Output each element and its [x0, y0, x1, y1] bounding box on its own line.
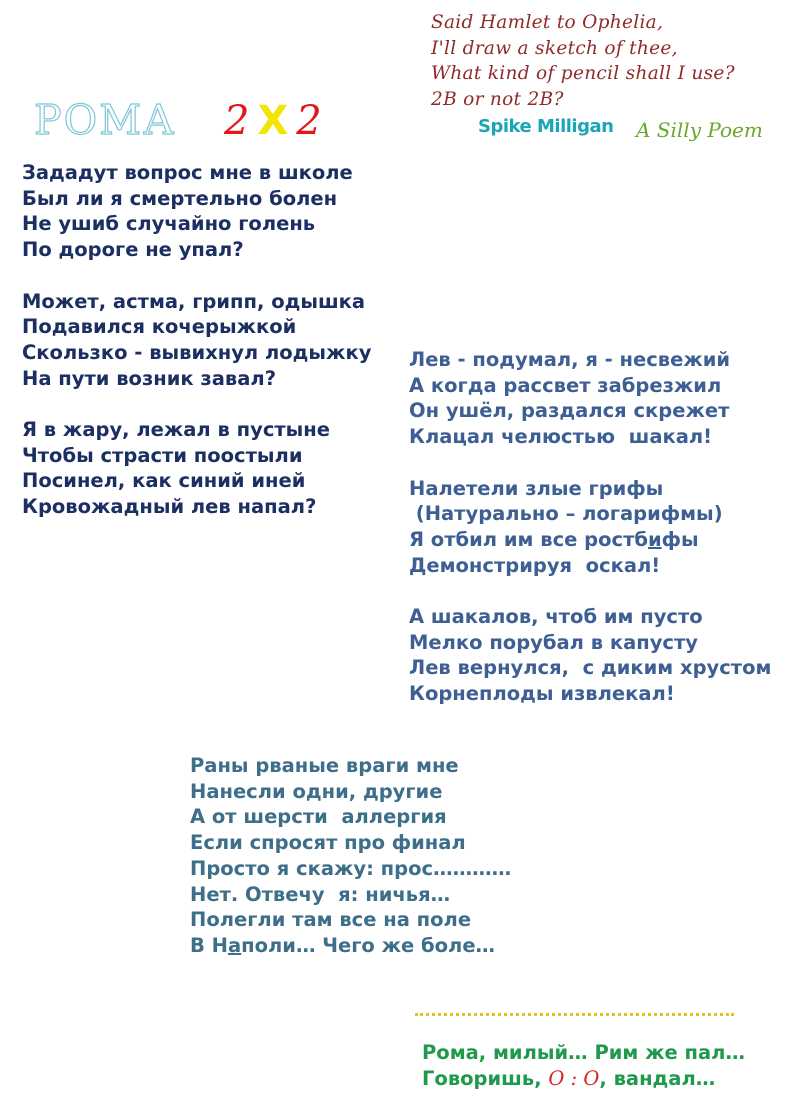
- poem-line: Лев вернулся, с диким хрустом: [409, 656, 772, 680]
- underlined-letter: а: [227, 933, 242, 957]
- poem-line: А от шерсти аллергия: [190, 805, 447, 829]
- poem-line: Подавился кочерыжкой: [22, 315, 297, 339]
- poem-stanza: [22, 417, 371, 520]
- poem-line: Клацал челюстью шакал!: [409, 425, 713, 449]
- score-right: 2: [296, 98, 322, 144]
- poem-line: Нет. Отвечу я: ничья…: [190, 882, 451, 906]
- final-score: О : О: [548, 1067, 600, 1090]
- poem-line: Посинел, как синий иней: [22, 469, 306, 493]
- poem-line: По дороге не упал?: [22, 238, 244, 262]
- poem-line: [422, 1066, 745, 1092]
- score-heading: [224, 98, 322, 144]
- poem-line: А шакалов, чтоб им пусто: [409, 605, 703, 628]
- poem-right-column: [409, 347, 771, 707]
- poem-line: На пути возник завал?: [22, 366, 277, 390]
- poem-line-part: поли… Чего же боле…: [241, 933, 496, 957]
- poem-line: Рома, милый… Рим же пал…: [422, 1041, 745, 1064]
- poem-line: Просто я скажу: прос…………: [190, 856, 512, 880]
- underlined-letter: и: [648, 527, 662, 551]
- poem-left-column: [22, 160, 371, 520]
- poem-line: Корнеплоды извлекал!: [409, 682, 675, 706]
- poem-line: Нанесли одни, другие: [190, 779, 443, 803]
- poem-line: Полегли там все на поле: [190, 908, 472, 932]
- ending-stanza: [422, 1040, 745, 1092]
- quote-author: Spike Milligan: [478, 116, 614, 137]
- score-separator: X: [257, 98, 289, 144]
- poem-line: Раны рваные враги мне: [190, 754, 459, 777]
- poem-line-part: Я отбил им все ростб: [409, 527, 648, 551]
- dotted-divider: [415, 1013, 734, 1016]
- poem-line: Демонстрируя оскал!: [409, 553, 661, 577]
- poem-line: Налетели злые грифы: [409, 476, 664, 500]
- poem-stanza: [409, 347, 771, 450]
- poem-line-part: В Н: [190, 933, 228, 957]
- quote-line: Said Hamlet to Ophelia,: [431, 12, 664, 33]
- poem-line: Чтобы страсти поостыли: [22, 443, 303, 467]
- poem-line: [409, 527, 771, 553]
- poem-line: Мелко порубал в капусту: [409, 630, 698, 654]
- poem-line: Кровожадный лев напал?: [22, 495, 317, 519]
- poem-stanza: [409, 604, 771, 707]
- hamlet-quote: [431, 10, 735, 112]
- poem-line: Я в жару, лежал в пустыне: [22, 418, 331, 441]
- quote-line: I'll draw a sketch of thee,: [431, 37, 678, 59]
- poem-line: [190, 933, 511, 959]
- poem-bottom-column: [190, 753, 511, 959]
- quote-line: What kind of pencil shall I use?: [431, 63, 735, 84]
- poem-line: Не ушиб случайно голень: [22, 212, 316, 236]
- poem-line-part: , вандал…: [599, 1067, 716, 1090]
- poem-stanza: [22, 160, 371, 263]
- poem-line: Он ушёл, раздался скрежет: [409, 399, 730, 423]
- poem-stanza: [22, 289, 371, 392]
- poem-line: А когда рассвет забрезжил: [409, 373, 722, 397]
- poem-line: Если спросят про финал: [190, 831, 466, 855]
- poem-line-part: Говоришь,: [422, 1067, 549, 1090]
- poem-stanza: [409, 476, 771, 579]
- quote-line: 2B or not 2B?: [431, 88, 564, 110]
- poem-line-part: фы: [661, 527, 699, 551]
- poem-line: Скользко - вывихнул лодыжку: [22, 340, 372, 364]
- poem-line: (Натурально – логарифмы): [409, 502, 723, 526]
- poem-line: Лев - подумал, я - несвежий: [409, 348, 731, 371]
- poem-line: Был ли я смертельно болен: [22, 186, 338, 210]
- poem-line: Может, астма, грипп, одышка: [22, 289, 366, 313]
- poem-line: Зададут вопрос мне в школе: [22, 161, 353, 184]
- quote-source: A Silly Poem: [636, 118, 763, 142]
- page-title: РОМА: [34, 96, 177, 144]
- score-left: 2: [224, 98, 250, 144]
